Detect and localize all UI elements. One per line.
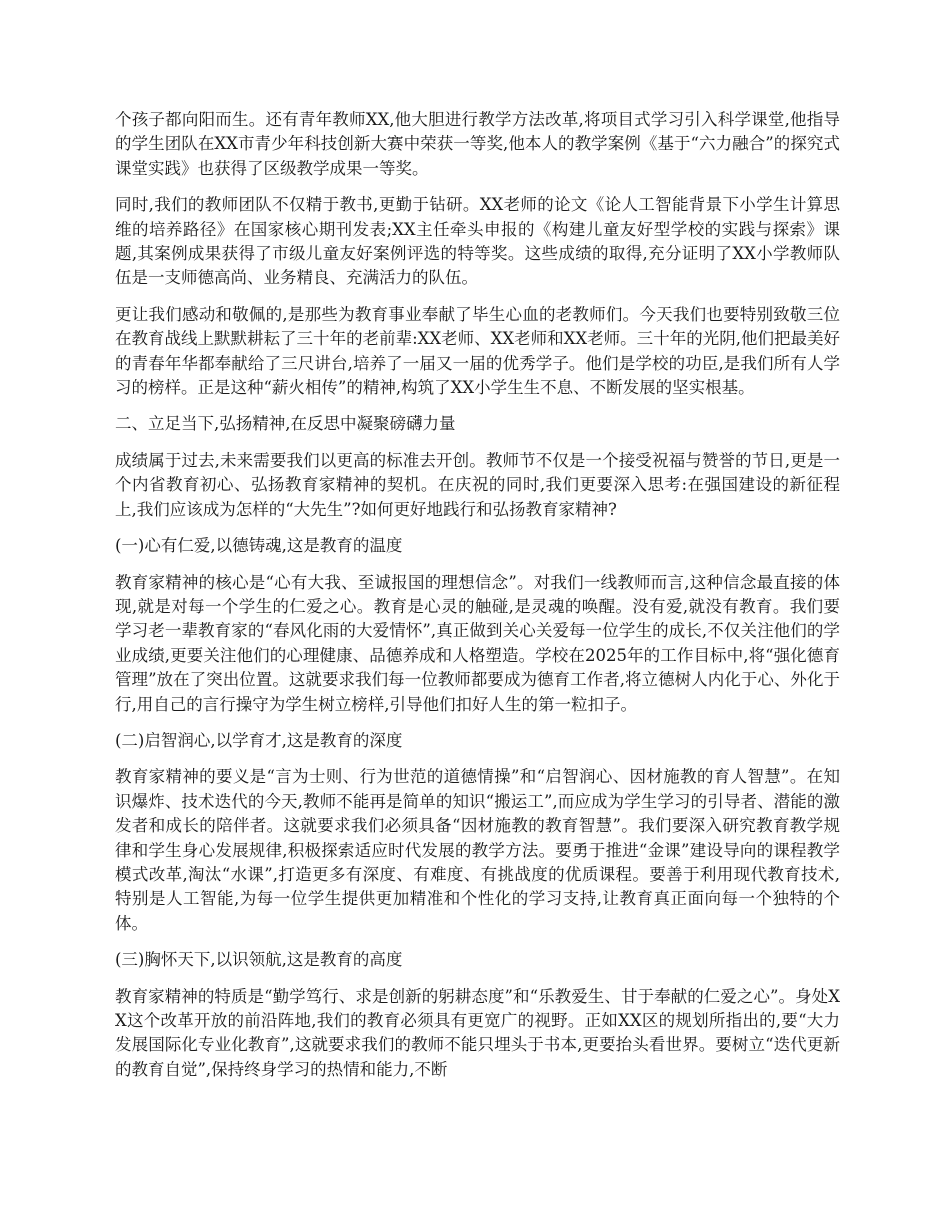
subheading-2: (二)启智润心,以学育才,这是教育的深度 bbox=[115, 730, 403, 750]
paragraph-research-results: 同时,我们的教师团队不仅精于教书,更勤于钻研。XX老师的论文《论人工智能背景下小学生计算思维的培养路径》在国家核心期刊发表;XX主任牵头申报的《构建儿童友好型学校的实践与探索》课题,其案例成果获得了市级儿童友好案例评选的特等奖。这些成绩的取得,充分证明了XX小学教师队伍是一支师德高尚、业务精良、充满活力的队伍。 bbox=[115, 195, 840, 288]
paragraph-teaching-wisdom: 教育家精神的要义是“言为士则、行为世范的道德情操”和“启智润心、因材施教的育人智慧”。在知识爆炸、技术迭代的今天,教师不能再是简单的知识“搬运工”,而应成为学生学习的引导者、潜能的激发者和成长的陪伴者。这就要求我们必须具备“因材施教的教育智慧”。我们要深入研究教育教学规律和学生身心发展规律,积极探索适应时代发展的教学方法。要勇于推进“金课”建设导向的课程教学模式改革,淘汰“水课”,打造更多有深度、有难度、有挑战度的优质课程。要善于利用现代教育技术,特别是人工智能,为每一位学生提供更加精准和个性化的学习支持,让教育真正面向每一个独特的个体。 bbox=[115, 767, 840, 933]
document-page bbox=[115, 108, 840, 1094]
subheading-3: (三)胸怀天下,以识领航,这是教育的高度 bbox=[115, 950, 403, 970]
subheading-1: (一)心有仁爱,以德铸魂,这是教育的温度 bbox=[115, 536, 403, 556]
paragraph-section-intro: 成绩属于过去,未来需要我们以更高的标准去开创。教师节不仅是一个接受祝福与赞誉的节日,更是一个内省教育初心、弘扬教育家精神的契机。在庆祝的同时,我们更要深入思考:在强国建设的新征程上,我们应该成为怎样的“大先生”?如何更好地践行和弘扬教育家精神? bbox=[115, 450, 840, 519]
paragraph-veteran-teachers: 更让我们感动和敬佩的,是那些为教育事业奉献了毕生心血的老教师们。今天我们也要特别致敬三位在教育战线上默默耕耘了三十年的老前辈:XX老师、XX老师和XX老师。三十年的光阴,他们把最美好的青春年华都奉献给了三尺讲台,培养了一届又一届的优秀学子。他们是学校的功臣,是我们所有人学习的榜样。正是这种“薪火相传”的精神,构筑了XX小学生生不息、不断发展的坚实根基。 bbox=[115, 304, 840, 398]
section-heading-2: 二、立足当下,弘扬精神,在反思中凝聚磅礴力量 bbox=[115, 414, 456, 434]
paragraph-moral-education: 教育家精神的核心是“心有大我、至诚报国的理想信念”。对我们一线教师而言,这种信念最直接的体现,就是对每一个学生的仁爱之心。教育是心灵的触碰,是灵魂的唤醒。没有爱,就没有教育。我们要学习老一辈教育家的“春风化雨的大爱情怀”,真正做到关心关爱每一位学生的成长,不仅关注他们的学业成绩,更要关注他们的心理健康、品德养成和人格塑造。学校在2025年的工作目标中,将“强化德育管理”放在了突出位置。这就要求我们每一位教师都要成为德育工作者,将立德树人内化于心、外化于行,用自己的言行操守为学生树立榜样,引导他们扣好人生的第一粒扣子。 bbox=[115, 572, 840, 714]
paragraph-global-vision: 教育家精神的特质是“勤学笃行、求是创新的躬耕态度”和“乐教爱生、甘于奉献的仁爱之心”。身处XX这个改革开放的前沿阵地,我们的教育必须具有更宽广的视野。正如XX区的规划所指出的,要“大力发展国际化专业化教育”,这就要求我们的教师不能只埋头于书本,更要抬头看世界。要树立“迭代更新的教育自觉”,保持终身学习的热情和能力,不断 bbox=[115, 986, 840, 1079]
paragraph-teacher-achievements: 个孩子都向阳而生。还有青年教师XX,他大胆进行教学方法改革,将项目式学习引入科学课堂,他指导的学生团队在XX市青少年科技创新大赛中荣获一等奖,他本人的教学案例《基于“六力融合”的探究式课堂实践》也获得了区级教学成果一等奖。 bbox=[115, 110, 840, 178]
